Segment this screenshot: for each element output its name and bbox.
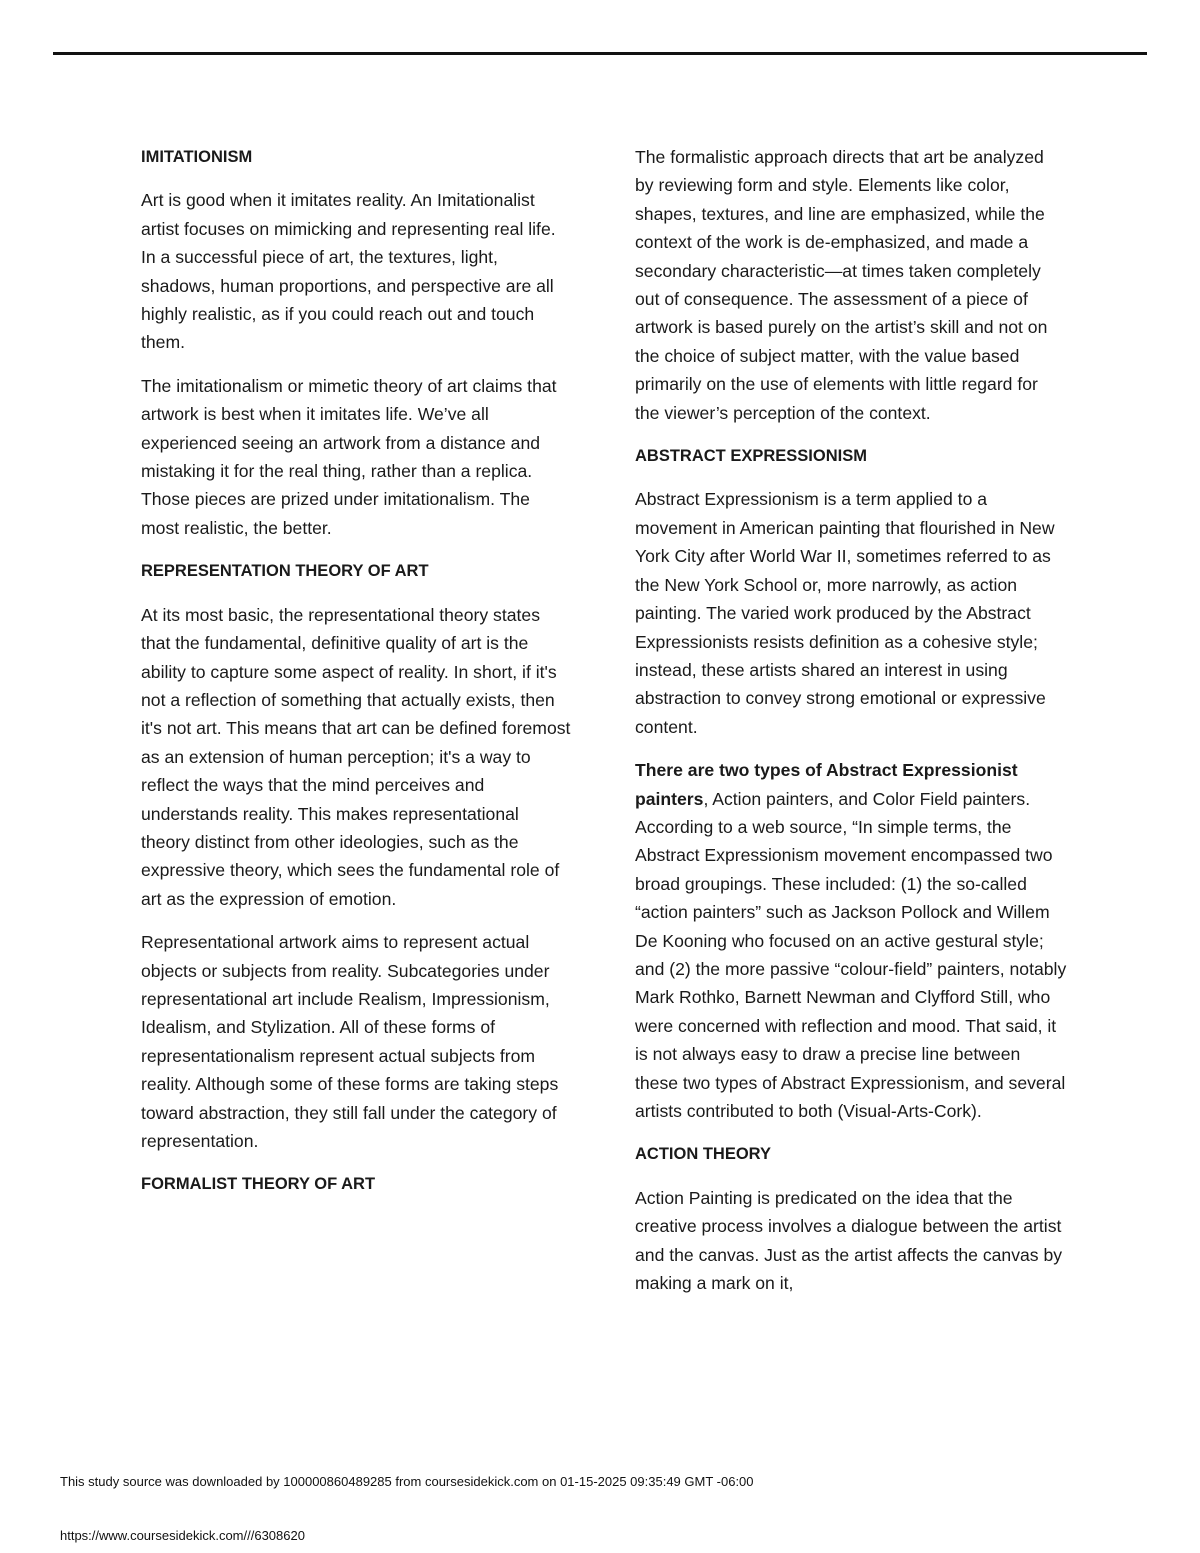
- imitationism-paragraph-2: The imitationalism or mimetic theory of art claims that artwork is best when it imitates life. We’ve all experienced seeing an artwork from a distance and mistaking it for the real thing, rather than a replica. Those pieces are prized under imitationalism. The most realistic, the better.: [141, 375, 557, 538]
- abstract-types-bold-lead: There are two types of Abstract Expressionist painters: [635, 760, 1018, 809]
- source-url-link[interactable]: https://www.coursesidekick.com///6308620: [60, 1528, 305, 1543]
- left-column: [141, 143, 571, 1214]
- action-theory-heading: ACTION THEORY: [635, 1145, 771, 1164]
- formalist-paragraph-1: The formalistic approach directs that art be analyzed by reviewing form and style. Elements like color, shapes, textures, and line are emphasized, while the context of the work is de-emphasized, and made a secondary characteristic—at times taken completely out of consequence. The assessment of a piece of artwork is based purely on the artist’s skill and not on the choice of subject matter, with the value based primarily on the use of elements with little regard for the viewer’s perception of the context.: [635, 147, 1048, 423]
- header-rule: [53, 52, 1147, 55]
- right-column: [635, 143, 1067, 1312]
- action-theory-paragraph-1: Action Painting is predicated on the idea that the creative process involves a dialogue between the artist and the canvas. Just as the artist affects the canvas by making a mark on it,: [635, 1187, 1063, 1294]
- download-note: This study source was downloaded by 100000860489285 from coursesidekick.com on 01-15-2025 09:35:49 GMT -06:00: [60, 1474, 754, 1489]
- abstract-expressionism-paragraph-2: [635, 756, 1067, 1125]
- representation-paragraph-1: At its most basic, the representational theory states that the fundamental, definitive quality of art is the ability to capture some aspect of reality. In short, if it's not a reflection of something that actually exists, then it's not art. This means that art can be defined foremost as an extension of human perception; it's a way to reflect the ways that the mind perceives and understands reality. This makes representational theory distinct from other ideologies, such as the expressive theory, which sees the fundamental role of art as the expression of emotion.: [141, 604, 571, 909]
- representation-paragraph-2: Representational artwork aims to represent actual objects or subjects from reality. Subcategories under representational art include Realism, Impressionism, Idealism, and Stylization. All of these forms of representationalism represent actual subjects from reality. Although some of these forms are taking steps toward abstraction, they still fall under the category of representation.: [141, 932, 559, 1151]
- formalist-heading: FORMALIST THEORY OF ART: [141, 1175, 376, 1194]
- representation-heading: REPRESENTATION THEORY OF ART: [141, 562, 429, 581]
- abstract-expressionism-paragraph-1: Abstract Expressionism is a term applied to a movement in American painting that flourished in New York City after World War II, sometimes referred to as the New York School or, more narrowly, as action painting. The varied work produced by the Abstract Expressionists resists definition as a cohesive style; instead, these artists shared an interest in using abstraction to convey strong emotional or expressive content.: [635, 489, 1055, 737]
- imitationism-paragraph-1: Art is good when it imitates reality. An Imitationalist artist focuses on mimicking and representing real life. In a successful piece of art, the textures, light, shadows, human proportions, and perspective are all highly realistic, as if you could reach out and touch them.: [141, 190, 556, 353]
- imitationism-heading: IMITATIONISM: [141, 148, 253, 166]
- abstract-expressionism-heading: ABSTRACT EXPRESSIONISM: [635, 447, 867, 466]
- abstract-types-rest: , Action painters, and Color Field painters. According to a web source, “In simple terms, the Abstract Expressionism movement encompassed two broad groupings. These included: (1) the so-called “action painters” such as Jackson Pollock and Willem De Kooning who focused on an active gestural style; and (2) the more passive “colour-field” painters, notably Mark Rothko, Barnett Newman and Clyfford Still, who were concerned with reflection and mood. That said, it is not always easy to draw a precise line between these two types of Abstract Expressionism, and several artists contributed to both (Visual-Arts-Cork).: [635, 788, 1067, 1121]
